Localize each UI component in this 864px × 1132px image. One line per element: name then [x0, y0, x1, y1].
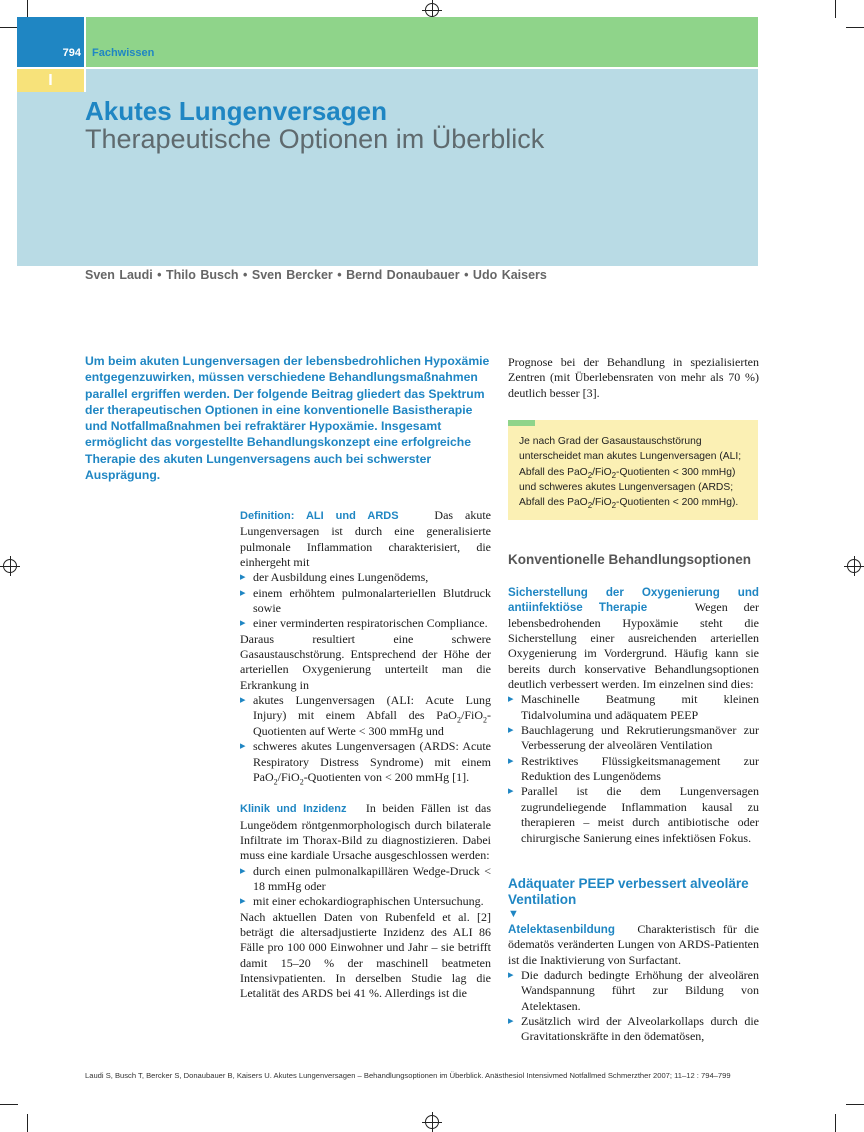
paragraph — [240, 801, 491, 863]
article-title: Akutes Lungenversagen — [85, 96, 387, 126]
crop-mark — [846, 1104, 864, 1105]
divider — [84, 69, 86, 92]
bullet-list — [508, 968, 759, 1045]
text-column-left — [240, 508, 491, 1002]
part-number: I — [48, 72, 53, 89]
crop-mark — [846, 27, 864, 28]
paragraph-text: Wegen der lebensbedrohenden Hypoxämie steht die Sicherstellung einer ausreichenden arteriellen Oxygenierung im Vordergrund. Häufig kann sie bereits durch konservative Behandlungsoptionen deutlich verbessert werden. Im einzelnen sind dies: — [508, 600, 759, 692]
paragraph-text: Charakteristisch für die ödematös veränderten Lungen von ARDS-Patienten ist die Inaktivierung von Surfactant. — [508, 922, 759, 967]
paragraph-lead: Sicherstellung der Oxygenierung und antiinfektiöse Therapie — [508, 586, 759, 615]
text-column-right — [508, 922, 759, 1045]
list-item: ▸ Maschinelle Beatmung mit kleinen Tidalvolumina und adäquatem PEEP — [508, 692, 759, 723]
article-subtitle: Therapeutische Optionen im Überblick — [85, 124, 545, 154]
list-item: ▸ akutes Lungenversagen (ALI: Acute Lung Injury) mit einem Abfall des PaO$_2$/FiO$_2$-Quotienten auf Werte < 300 mmHg und — [240, 693, 491, 739]
paragraph-lead: Atelektasenbildung — [508, 923, 615, 936]
paragraph: Nach aktuellen Daten von Rubenfeld et al. [2] beträgt die altersadjustierte Inzidenz des ALI 86 Fälle pro 100 000 Einwohner und Jahr – sie betrifft damit 15–20 % der maschinell beatmeten Intensivpatienten. In derselben Studie lag die Letalität des ARDS bei 41 %. Allerdings ist die — [240, 909, 491, 1001]
list-item: ▸ mit einer echokardiographischen Untersuchung. — [240, 894, 491, 909]
list-item: ▸ schweres akutes Lungenversagen (ARDS: Acute Respiratory Distress Syndrome) mit einem PaO$_2$/FiO$_2$-Quotienten von < 200 mmHg [1]. — [240, 739, 491, 785]
registration-mark — [425, 3, 439, 17]
section-label: Fachwissen — [92, 47, 155, 59]
page-number: 794 — [62, 47, 81, 59]
paragraph: Daraus resultiert eine schwere Gasaustauschstörung. Entsprechend der Höhe der arteriellen Oxygenierung unterteilt man die Erkrankung in — [240, 631, 491, 692]
citation-footer: Laudi S, Busch T, Bercker S, Donaubauer B, Kaisers U. Akutes Lungenversagen – Behandlungsoptionen im Überblick. Anästhesiol Intensivmed Notfallmed Schmerzther 2007; 11–12 : 794–799 — [85, 1071, 731, 1080]
info-box-text: Je nach Grad der Gasaustauschstörung unterscheidet man akutes Lungenversagen (ALI; Abfall des PaO$_2$/FiO$_2$-Quotienten < 300 mmHg) und schweres akutes Lungenversagen (ARDS; Abfall des PaO$_2$/FiO$_2$-Quotienten < 200 mmHg). — [519, 436, 742, 511]
list-item: ▸ einer verminderten respiratorischen Compliance. — [240, 616, 491, 631]
paragraph-text: Das akute Lungenversagen ist durch eine generalisierte pulmonale Inflammation charakterisiert, die einhergeht mit — [240, 508, 491, 570]
registration-mark — [425, 1115, 439, 1129]
bullet-list — [240, 864, 491, 910]
paragraph — [508, 585, 759, 692]
list-item: ▸ der Ausbildung eines Lungenödems, — [240, 570, 491, 585]
list-item: ▸ einem erhöhtem pulmonalarteriellen Blutdruck sowie — [240, 586, 491, 617]
registration-mark — [847, 559, 861, 573]
crop-mark — [0, 1104, 18, 1105]
list-item: ▸ Die dadurch bedingte Erhöhung der alveolären Wandspannung führt zur Bildung von Atelektasen. — [508, 968, 759, 1014]
bullet-list — [508, 692, 759, 845]
crop-mark — [0, 27, 18, 28]
text-column-right — [508, 585, 759, 846]
paragraph-lead: Klinik und Inzidenz — [240, 803, 347, 816]
paragraph — [240, 508, 491, 570]
paragraph — [508, 922, 759, 968]
crop-mark — [835, 1114, 836, 1132]
bullet-list — [240, 570, 491, 631]
bullet-list — [240, 693, 491, 785]
section-bar — [86, 17, 758, 67]
author-list: Sven Laudi • Thilo Busch • Sven Bercker • Bernd Donaubauer • Udo Kaisers — [85, 268, 547, 282]
list-item: ▸ Restriktives Flüssigkeitsmanagement zur Reduktion des Lungenödems — [508, 754, 759, 785]
list-item: ▸ durch einen pulmonalkapillären Wedge-Druck < 18 mmHg oder — [240, 864, 491, 895]
paragraph-text: In beiden Fällen ist das Lungeödem röntgenmorphologisch durch bilaterale Infiltrate im Thorax-Bild zu diagnostizieren. Dabei muss eine kardiale Ursache ausgeschlossen werden: — [240, 801, 491, 863]
list-item: ▸ Bauchlagerung und Rekrutierungsmanöver zur Verbesserung der alveolären Ventilation — [508, 723, 759, 754]
list-item: ▸ Zusätzlich wird der Alveolarkollaps durch die Gravitationskräfte in den ödematösen, — [508, 1014, 759, 1045]
info-box-tab — [508, 420, 535, 426]
list-item: ▸ Parallel ist die dem Lungenversagen zugrundeliegende Inflammation kausal zu therapieren – meist durch antibiotische oder chirurgische Sanierung eines infektiösen Fokus. — [508, 784, 759, 845]
paragraph-lead: Definition: ALI und ARDS — [240, 510, 399, 522]
crop-mark — [835, 0, 836, 18]
crop-mark — [27, 0, 28, 18]
page-number-block — [17, 17, 84, 67]
registration-mark — [3, 559, 17, 573]
paragraph: Prognose bei der Behandlung in spezialisierten Zentren (mit Überlebensraten von mehr als 70 %) deutlich besser [3]. — [508, 355, 759, 400]
text-column-right — [508, 355, 759, 401]
section-heading: Adäquater PEEP verbessert alveoläre Ventilation — [508, 876, 749, 907]
arrow-down-icon: ▼ — [508, 908, 519, 920]
crop-mark — [27, 1114, 28, 1132]
abstract: Um beim akuten Lungenversagen der lebensbedrohlichen Hypoxämie entgegenzuwirken, müssen verschiedene Behandlungsmaßnahmen parallel ergriffen werden. Der folgende Beitrag gliedert das Spektrum der therapeutischen Optionen in eine konventionelle Basistherapie und Notfallmaßnahmen bei refraktärer Hypoxämie. Insgesamt ermöglicht das vorgestellte Behandlungskonzept eine erfolgreiche Therapie des akuten Lungenversagens auch bei schwerster Ausprägung. — [85, 354, 490, 483]
section-heading: Konventionelle Behandlungsoptionen — [508, 552, 751, 567]
